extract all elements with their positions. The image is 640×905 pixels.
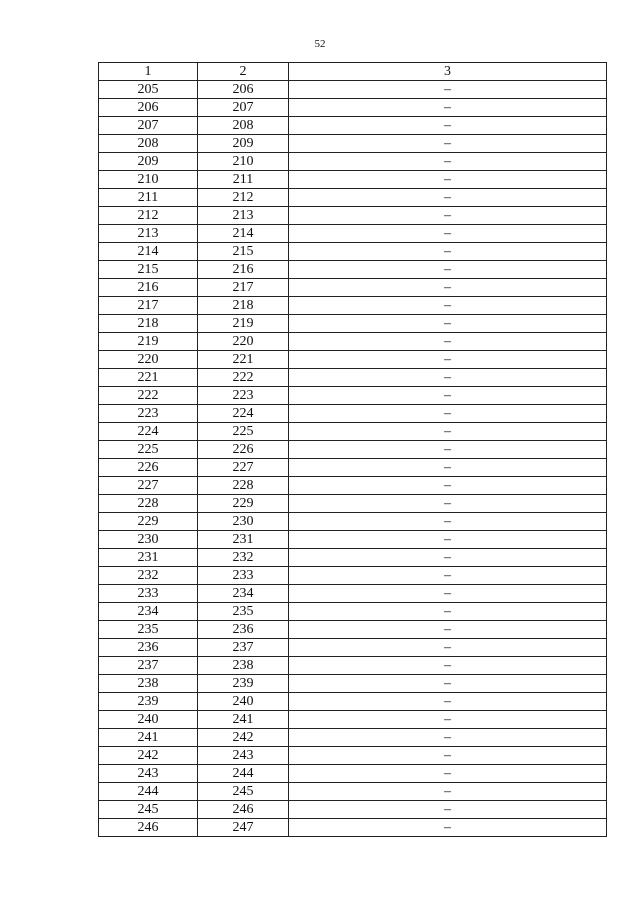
table-cell-col-3: – — [289, 657, 607, 675]
table-cell-col-2: 228 — [198, 477, 289, 495]
table-cell-col-2: 242 — [198, 729, 289, 747]
table-cell-col-3: – — [289, 711, 607, 729]
table-cell-col-1: 209 — [99, 153, 198, 171]
table-row — [99, 621, 607, 639]
table-cell-col-3: – — [289, 171, 607, 189]
table-cell-col-3: – — [289, 639, 607, 657]
table-cell-col-1: 224 — [99, 423, 198, 441]
table-cell-col-3: – — [289, 351, 607, 369]
table-row — [99, 315, 607, 333]
table-row — [99, 333, 607, 351]
table-cell-col-1: 241 — [99, 729, 198, 747]
table-row — [99, 297, 607, 315]
table-cell-col-3: – — [289, 153, 607, 171]
table-cell-col-2: 211 — [198, 171, 289, 189]
table-header-row — [99, 63, 607, 81]
table-cell-col-2: 244 — [198, 765, 289, 783]
table-row — [99, 531, 607, 549]
table-cell-col-1: 240 — [99, 711, 198, 729]
data-table — [98, 62, 607, 837]
table-cell-col-2: 235 — [198, 603, 289, 621]
table-cell-col-1: 245 — [99, 801, 198, 819]
table-cell-col-2: 227 — [198, 459, 289, 477]
table-cell-col-1: 216 — [99, 279, 198, 297]
table-cell-col-2: 243 — [198, 747, 289, 765]
table-cell-col-3: – — [289, 495, 607, 513]
table-cell-col-2: 232 — [198, 549, 289, 567]
table-cell-col-2: 223 — [198, 387, 289, 405]
table-cell-col-1: 230 — [99, 531, 198, 549]
table-cell-col-1: 232 — [99, 567, 198, 585]
table-cell-col-3: – — [289, 261, 607, 279]
table-cell-col-3: – — [289, 297, 607, 315]
table-cell-col-1: 211 — [99, 189, 198, 207]
table-cell-col-3: – — [289, 207, 607, 225]
table-cell-col-3: – — [289, 441, 607, 459]
table-cell-col-3: – — [289, 621, 607, 639]
table-cell-col-2: 207 — [198, 99, 289, 117]
table-row — [99, 117, 607, 135]
table-cell-col-1: 210 — [99, 171, 198, 189]
table-header — [99, 63, 607, 81]
table-cell-col-2: 219 — [198, 315, 289, 333]
table-cell-col-2: 206 — [198, 81, 289, 99]
table-row — [99, 225, 607, 243]
table-cell-col-2: 221 — [198, 351, 289, 369]
table-cell-col-1: 239 — [99, 693, 198, 711]
page-number: 52 — [314, 38, 326, 50]
table-row — [99, 405, 607, 423]
table-row — [99, 477, 607, 495]
table-cell-col-3: – — [289, 279, 607, 297]
table-cell-col-3: – — [289, 585, 607, 603]
table-row — [99, 639, 607, 657]
table-cell-col-2: 245 — [198, 783, 289, 801]
table-cell-col-2: 233 — [198, 567, 289, 585]
table-cell-col-1: 229 — [99, 513, 198, 531]
table-row — [99, 387, 607, 405]
table-cell-col-1: 217 — [99, 297, 198, 315]
table-cell-col-2: 216 — [198, 261, 289, 279]
table-cell-col-3: – — [289, 387, 607, 405]
table-row — [99, 603, 607, 621]
table-cell-col-2: 238 — [198, 657, 289, 675]
table-row — [99, 693, 607, 711]
table-cell-col-2: 246 — [198, 801, 289, 819]
table-cell-col-1: 225 — [99, 441, 198, 459]
table-cell-col-1: 235 — [99, 621, 198, 639]
table-cell-col-2: 218 — [198, 297, 289, 315]
table-cell-col-2: 222 — [198, 369, 289, 387]
table-cell-col-3: – — [289, 315, 607, 333]
table-row — [99, 819, 607, 837]
table-cell-col-1: 214 — [99, 243, 198, 261]
table-cell-col-2: 230 — [198, 513, 289, 531]
table-row — [99, 747, 607, 765]
table-cell-col-1: 242 — [99, 747, 198, 765]
table-row — [99, 783, 607, 801]
table-cell-col-3: – — [289, 675, 607, 693]
table-cell-col-1: 213 — [99, 225, 198, 243]
table-row — [99, 567, 607, 585]
table-cell-col-3: – — [289, 135, 607, 153]
table-cell-col-1: 220 — [99, 351, 198, 369]
table-cell-col-1: 246 — [99, 819, 198, 837]
column-header-1: 1 — [99, 63, 198, 81]
table-row — [99, 81, 607, 99]
table-cell-col-3: – — [289, 81, 607, 99]
table-cell-col-1: 236 — [99, 639, 198, 657]
table-cell-col-3: – — [289, 819, 607, 837]
table-cell-col-1: 227 — [99, 477, 198, 495]
table-row — [99, 423, 607, 441]
table-cell-col-3: – — [289, 567, 607, 585]
table-cell-col-1: 221 — [99, 369, 198, 387]
table-row — [99, 765, 607, 783]
table-cell-col-1: 237 — [99, 657, 198, 675]
table-cell-col-3: – — [289, 729, 607, 747]
table-cell-col-3: – — [289, 189, 607, 207]
table-row — [99, 441, 607, 459]
table-cell-col-2: 208 — [198, 117, 289, 135]
table-row — [99, 459, 607, 477]
table-row — [99, 513, 607, 531]
table-cell-col-1: 219 — [99, 333, 198, 351]
table-cell-col-3: – — [289, 333, 607, 351]
table-cell-col-2: 225 — [198, 423, 289, 441]
table-cell-col-2: 226 — [198, 441, 289, 459]
table-row — [99, 657, 607, 675]
table-cell-col-3: – — [289, 801, 607, 819]
table-row — [99, 675, 607, 693]
table-cell-col-2: 231 — [198, 531, 289, 549]
table-cell-col-2: 209 — [198, 135, 289, 153]
table-row — [99, 351, 607, 369]
table-cell-col-1: 231 — [99, 549, 198, 567]
table-cell-col-3: – — [289, 117, 607, 135]
column-header-2: 2 — [198, 63, 289, 81]
table-cell-col-3: – — [289, 423, 607, 441]
table-cell-col-2: 240 — [198, 693, 289, 711]
table-cell-col-1: 222 — [99, 387, 198, 405]
table-cell-col-3: – — [289, 99, 607, 117]
table-row — [99, 243, 607, 261]
table-cell-col-3: – — [289, 603, 607, 621]
table-cell-col-1: 207 — [99, 117, 198, 135]
table-cell-col-2: 217 — [198, 279, 289, 297]
table-row — [99, 189, 607, 207]
table-cell-col-2: 213 — [198, 207, 289, 225]
table-row — [99, 495, 607, 513]
table-cell-col-3: – — [289, 549, 607, 567]
table-cell-col-3: – — [289, 783, 607, 801]
table-cell-col-3: – — [289, 225, 607, 243]
table-row — [99, 549, 607, 567]
table-cell-col-2: 237 — [198, 639, 289, 657]
table-cell-col-1: 206 — [99, 99, 198, 117]
table-cell-col-1: 212 — [99, 207, 198, 225]
table-cell-col-3: – — [289, 513, 607, 531]
table-cell-col-3: – — [289, 369, 607, 387]
table-cell-col-2: 214 — [198, 225, 289, 243]
table-cell-col-2: 224 — [198, 405, 289, 423]
table-cell-col-3: – — [289, 531, 607, 549]
table-cell-col-1: 208 — [99, 135, 198, 153]
table-cell-col-1: 205 — [99, 81, 198, 99]
table-cell-col-3: – — [289, 477, 607, 495]
table-row — [99, 99, 607, 117]
table-cell-col-1: 243 — [99, 765, 198, 783]
table-cell-col-2: 210 — [198, 153, 289, 171]
table-row — [99, 135, 607, 153]
table-cell-col-1: 226 — [99, 459, 198, 477]
table-cell-col-2: 229 — [198, 495, 289, 513]
table-cell-col-1: 223 — [99, 405, 198, 423]
table-cell-col-1: 238 — [99, 675, 198, 693]
table-cell-col-2: 239 — [198, 675, 289, 693]
table-row — [99, 585, 607, 603]
table-cell-col-3: – — [289, 405, 607, 423]
table-cell-col-1: 228 — [99, 495, 198, 513]
table-cell-col-1: 215 — [99, 261, 198, 279]
table-row — [99, 711, 607, 729]
table-row — [99, 729, 607, 747]
table-cell-col-2: 215 — [198, 243, 289, 261]
table-body — [99, 81, 607, 837]
table-cell-col-2: 241 — [198, 711, 289, 729]
table-cell-col-3: – — [289, 765, 607, 783]
table-cell-col-3: – — [289, 243, 607, 261]
table-row — [99, 153, 607, 171]
table-cell-col-1: 218 — [99, 315, 198, 333]
table-cell-col-2: 234 — [198, 585, 289, 603]
table-row — [99, 801, 607, 819]
table-cell-col-2: 247 — [198, 819, 289, 837]
table-cell-col-2: 220 — [198, 333, 289, 351]
table-cell-col-2: 236 — [198, 621, 289, 639]
table-cell-col-1: 234 — [99, 603, 198, 621]
column-header-3: 3 — [289, 63, 607, 81]
table-cell-col-3: – — [289, 459, 607, 477]
table-row — [99, 279, 607, 297]
table-cell-col-3: – — [289, 747, 607, 765]
table-row — [99, 369, 607, 387]
table-row — [99, 171, 607, 189]
table-cell-col-3: – — [289, 693, 607, 711]
table-cell-col-1: 244 — [99, 783, 198, 801]
table-cell-col-2: 212 — [198, 189, 289, 207]
table-cell-col-1: 233 — [99, 585, 198, 603]
table-row — [99, 207, 607, 225]
table-row — [99, 261, 607, 279]
